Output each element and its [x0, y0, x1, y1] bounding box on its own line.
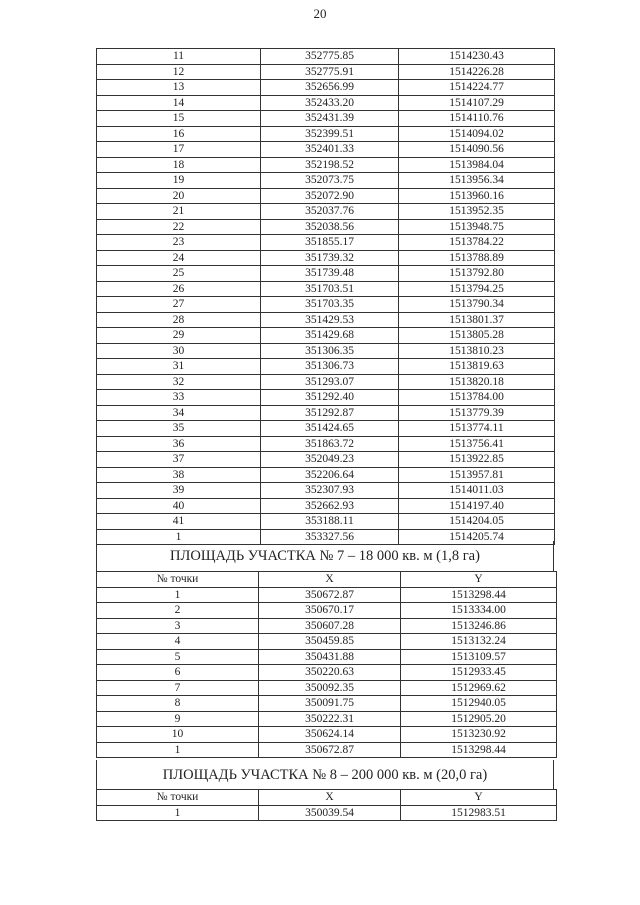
point-number-cell: 37	[97, 452, 261, 468]
header-point-number: № точки	[97, 790, 259, 806]
x-coordinate-cell: 350039.54	[259, 805, 401, 821]
section-8-title: ПЛОЩАДЬ УЧАСТКА № 8 – 200 000 кв. м (20,0 га)	[96, 760, 554, 790]
x-coordinate-cell: 352431.39	[261, 111, 399, 127]
point-number-cell: 12	[97, 64, 261, 80]
point-number-cell: 3	[97, 618, 259, 634]
x-coordinate-cell: 352049.23	[261, 452, 399, 468]
x-coordinate-cell: 350672.87	[259, 742, 401, 758]
y-coordinate-cell: 1514107.29	[399, 95, 555, 111]
x-coordinate-cell: 351863.72	[261, 436, 399, 452]
x-coordinate-cell: 353327.56	[261, 529, 399, 545]
y-coordinate-cell: 1513805.28	[399, 328, 555, 344]
y-coordinate-cell: 1513960.16	[399, 188, 555, 204]
x-coordinate-cell: 352656.99	[261, 80, 399, 96]
x-coordinate-cell: 352307.93	[261, 483, 399, 499]
table-row	[97, 649, 557, 665]
x-coordinate-cell: 351292.87	[261, 405, 399, 421]
table-row	[97, 204, 555, 220]
header-x: X	[259, 790, 401, 806]
x-coordinate-cell: 351292.40	[261, 390, 399, 406]
y-coordinate-cell: 1514094.02	[399, 126, 555, 142]
y-coordinate-cell: 1512983.51	[401, 805, 557, 821]
header-x: X	[259, 572, 401, 588]
point-number-cell: 41	[97, 514, 261, 530]
table-row	[97, 235, 555, 251]
table-row	[97, 95, 555, 111]
x-coordinate-cell: 352662.93	[261, 498, 399, 514]
y-coordinate-cell: 1513792.80	[399, 266, 555, 282]
x-coordinate-cell: 351703.35	[261, 297, 399, 313]
x-coordinate-cell: 351739.48	[261, 266, 399, 282]
table-row	[97, 64, 555, 80]
y-coordinate-cell: 1514011.03	[399, 483, 555, 499]
point-number-cell: 2	[97, 603, 259, 619]
table-row	[97, 680, 557, 696]
table-row	[97, 514, 555, 530]
table-row	[97, 80, 555, 96]
point-number-cell: 33	[97, 390, 261, 406]
x-coordinate-cell: 351293.07	[261, 374, 399, 390]
coordinates-table-section-7	[96, 571, 557, 758]
table-row	[97, 266, 555, 282]
x-coordinate-cell: 350672.87	[259, 587, 401, 603]
x-coordinate-cell: 352775.85	[261, 49, 399, 65]
y-coordinate-cell: 1513298.44	[401, 587, 557, 603]
table-body	[97, 587, 557, 758]
y-coordinate-cell: 1514090.56	[399, 142, 555, 158]
x-coordinate-cell: 351429.53	[261, 312, 399, 328]
point-number-cell: 10	[97, 727, 259, 743]
y-coordinate-cell: 1514224.77	[399, 80, 555, 96]
point-number-cell: 14	[97, 95, 261, 111]
point-number-cell: 34	[97, 405, 261, 421]
point-number-cell: 28	[97, 312, 261, 328]
header-point-number: № точки	[97, 572, 259, 588]
point-number-cell: 20	[97, 188, 261, 204]
x-coordinate-cell: 351424.65	[261, 421, 399, 437]
point-number-cell: 23	[97, 235, 261, 251]
section-7-title: ПЛОЩАДЬ УЧАСТКА № 7 – 18 000 кв. м (1,8 га)	[96, 541, 554, 572]
table-row	[97, 421, 555, 437]
table-row	[97, 436, 555, 452]
table-row	[97, 49, 555, 65]
point-number-cell: 13	[97, 80, 261, 96]
point-number-cell: 31	[97, 359, 261, 375]
y-coordinate-cell: 1513952.35	[399, 204, 555, 220]
y-coordinate-cell: 1513957.81	[399, 467, 555, 483]
table-row	[97, 157, 555, 173]
point-number-cell: 9	[97, 711, 259, 727]
point-number-cell: 22	[97, 219, 261, 235]
table-row	[97, 711, 557, 727]
x-coordinate-cell: 352401.33	[261, 142, 399, 158]
table-row	[97, 634, 557, 650]
y-coordinate-cell: 1513984.04	[399, 157, 555, 173]
x-coordinate-cell: 352775.91	[261, 64, 399, 80]
page-number: 20	[313, 6, 327, 21]
point-number-cell: 1	[97, 742, 259, 758]
table-row	[97, 405, 555, 421]
y-coordinate-cell: 1512933.45	[401, 665, 557, 681]
table-row	[97, 126, 555, 142]
y-coordinate-cell: 1513922.85	[399, 452, 555, 468]
point-number-cell: 25	[97, 266, 261, 282]
point-number-cell: 40	[97, 498, 261, 514]
table-row	[97, 390, 555, 406]
y-coordinate-cell: 1513756.41	[399, 436, 555, 452]
point-number-cell: 36	[97, 436, 261, 452]
point-number-cell: 18	[97, 157, 261, 173]
y-coordinate-cell: 1513109.57	[401, 649, 557, 665]
table-body	[97, 805, 557, 821]
y-coordinate-cell: 1514205.74	[399, 529, 555, 545]
x-coordinate-cell: 351429.68	[261, 328, 399, 344]
table-row	[97, 188, 555, 204]
point-number-cell: 15	[97, 111, 261, 127]
y-coordinate-cell: 1513788.89	[399, 250, 555, 266]
point-number-cell: 11	[97, 49, 261, 65]
y-coordinate-cell: 1513246.86	[401, 618, 557, 634]
y-coordinate-cell: 1513774.11	[399, 421, 555, 437]
table-row	[97, 696, 557, 712]
table-row	[97, 312, 555, 328]
y-coordinate-cell: 1513956.34	[399, 173, 555, 189]
table-row	[97, 618, 557, 634]
point-number-cell: 26	[97, 281, 261, 297]
table-header	[97, 572, 557, 588]
x-coordinate-cell: 351306.73	[261, 359, 399, 375]
y-coordinate-cell: 1514204.05	[399, 514, 555, 530]
y-coordinate-cell: 1512940.05	[401, 696, 557, 712]
table-row	[97, 727, 557, 743]
x-coordinate-cell: 350607.28	[259, 618, 401, 634]
table-row	[97, 742, 557, 758]
table-row	[97, 343, 555, 359]
x-coordinate-cell: 350220.63	[259, 665, 401, 681]
y-coordinate-cell: 1514110.76	[399, 111, 555, 127]
table-row	[97, 250, 555, 266]
y-coordinate-cell: 1513820.18	[399, 374, 555, 390]
point-number-cell: 17	[97, 142, 261, 158]
header-row	[97, 790, 557, 806]
y-coordinate-cell: 1513794.25	[399, 281, 555, 297]
table-body	[97, 49, 555, 545]
table-row	[97, 805, 557, 821]
x-coordinate-cell: 350091.75	[259, 696, 401, 712]
table-row	[97, 219, 555, 235]
table-row	[97, 498, 555, 514]
coordinates-table-continued	[96, 48, 555, 545]
point-number-cell: 7	[97, 680, 259, 696]
table-row	[97, 374, 555, 390]
x-coordinate-cell: 352073.75	[261, 173, 399, 189]
point-number-cell: 38	[97, 467, 261, 483]
header-y: Y	[401, 790, 557, 806]
y-coordinate-cell: 1512905.20	[401, 711, 557, 727]
x-coordinate-cell: 351703.51	[261, 281, 399, 297]
y-coordinate-cell: 1514197.40	[399, 498, 555, 514]
y-coordinate-cell: 1513230.92	[401, 727, 557, 743]
point-number-cell: 19	[97, 173, 261, 189]
point-number-cell: 5	[97, 649, 259, 665]
table-row	[97, 297, 555, 313]
x-coordinate-cell: 350459.85	[259, 634, 401, 650]
table-header	[97, 790, 557, 806]
y-coordinate-cell: 1513790.34	[399, 297, 555, 313]
point-number-cell: 4	[97, 634, 259, 650]
y-coordinate-cell: 1512969.62	[401, 680, 557, 696]
y-coordinate-cell: 1513810.23	[399, 343, 555, 359]
table-row	[97, 483, 555, 499]
point-number-cell: 1	[97, 587, 259, 603]
point-number-cell: 24	[97, 250, 261, 266]
point-number-cell: 8	[97, 696, 259, 712]
table-row	[97, 587, 557, 603]
table-row	[97, 452, 555, 468]
table-row	[97, 173, 555, 189]
table-row	[97, 467, 555, 483]
x-coordinate-cell: 350092.35	[259, 680, 401, 696]
point-number-cell: 32	[97, 374, 261, 390]
point-number-cell: 39	[97, 483, 261, 499]
x-coordinate-cell: 351739.32	[261, 250, 399, 266]
point-number-cell: 1	[97, 529, 261, 545]
x-coordinate-cell: 350670.17	[259, 603, 401, 619]
x-coordinate-cell: 352433.20	[261, 95, 399, 111]
y-coordinate-cell: 1514230.43	[399, 49, 555, 65]
coordinates-table-section-8	[96, 789, 557, 821]
point-number-cell: 21	[97, 204, 261, 220]
x-coordinate-cell: 352399.51	[261, 126, 399, 142]
y-coordinate-cell: 1513784.22	[399, 235, 555, 251]
x-coordinate-cell: 352198.52	[261, 157, 399, 173]
point-number-cell: 35	[97, 421, 261, 437]
y-coordinate-cell: 1513779.39	[399, 405, 555, 421]
point-number-cell: 1	[97, 805, 259, 821]
point-number-cell: 16	[97, 126, 261, 142]
y-coordinate-cell: 1513298.44	[401, 742, 557, 758]
x-coordinate-cell: 352206.64	[261, 467, 399, 483]
table-row	[97, 603, 557, 619]
x-coordinate-cell: 352037.76	[261, 204, 399, 220]
table-row	[97, 142, 555, 158]
y-coordinate-cell: 1513132.24	[401, 634, 557, 650]
point-number-cell: 30	[97, 343, 261, 359]
table-row	[97, 328, 555, 344]
y-coordinate-cell: 1514226.28	[399, 64, 555, 80]
x-coordinate-cell: 350431.88	[259, 649, 401, 665]
y-coordinate-cell: 1513801.37	[399, 312, 555, 328]
x-coordinate-cell: 350222.31	[259, 711, 401, 727]
y-coordinate-cell: 1513334.00	[401, 603, 557, 619]
x-coordinate-cell: 350624.14	[259, 727, 401, 743]
table-row	[97, 665, 557, 681]
header-row	[97, 572, 557, 588]
y-coordinate-cell: 1513819.63	[399, 359, 555, 375]
header-y: Y	[401, 572, 557, 588]
y-coordinate-cell: 1513784.00	[399, 390, 555, 406]
point-number-cell: 29	[97, 328, 261, 344]
x-coordinate-cell: 352038.56	[261, 219, 399, 235]
y-coordinate-cell: 1513948.75	[399, 219, 555, 235]
x-coordinate-cell: 352072.90	[261, 188, 399, 204]
point-number-cell: 27	[97, 297, 261, 313]
table-row	[97, 111, 555, 127]
table-row	[97, 359, 555, 375]
x-coordinate-cell: 351855.17	[261, 235, 399, 251]
point-number-cell: 6	[97, 665, 259, 681]
x-coordinate-cell: 353188.11	[261, 514, 399, 530]
x-coordinate-cell: 351306.35	[261, 343, 399, 359]
table-row	[97, 281, 555, 297]
